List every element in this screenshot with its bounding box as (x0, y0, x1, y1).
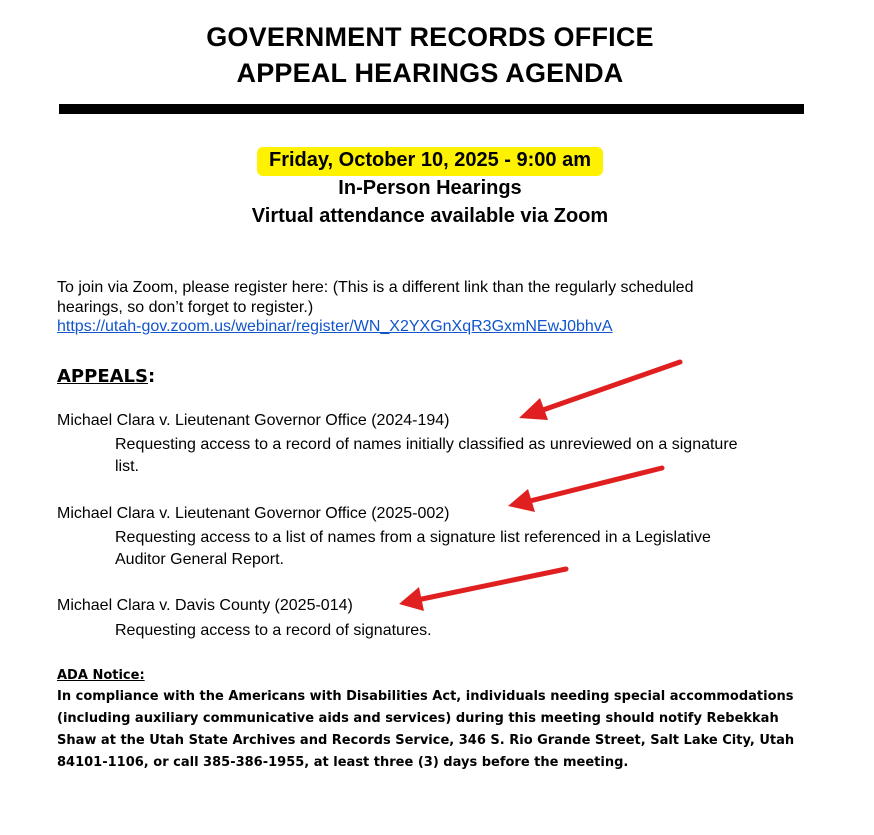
arrow-icon (399, 569, 566, 611)
zoom-instructions-line-2: hearings, so don’t forget to register.) (57, 299, 314, 316)
appeals-heading-text: APPEALS (57, 366, 148, 387)
case-title: Michael Clara v. Lieutenant Governor Office (2025-002) (57, 505, 450, 522)
ada-notice-line: In compliance with the Americans with Disabilities Act, individuals needing special accommodations (57, 689, 794, 704)
ada-notice-line: (including auxiliary communicative aids and services) during this meeting should notify Rebekkah (57, 711, 779, 726)
page-title-line-2: APPEAL HEARINGS AGENDA (236, 58, 624, 88)
ada-notice-line: Shaw at the Utah State Archives and Records Service, 346 S. Rio Grande Street, Salt Lake City, Utah (57, 733, 795, 748)
case-description-line: list. (115, 458, 139, 475)
zoom-instructions-line-1: To join via Zoom, please register here: (This is a different link than the regularly scheduled (57, 279, 694, 296)
ada-notice-body (57, 686, 857, 774)
meeting-format: In-Person Hearings (338, 177, 522, 199)
case-description-line: Requesting access to a list of names from a signature list referenced in a Legislative (115, 529, 711, 546)
page-title-line-1: GOVERNMENT RECORDS OFFICE (206, 22, 654, 52)
ada-notice-heading: ADA Notice: (57, 668, 145, 683)
case-title: Michael Clara v. Davis County (2025-014) (57, 597, 353, 614)
case-description-line: Requesting access to a record of names initially classified as unreviewed on a signature (115, 436, 738, 453)
case-description-line: Requesting access to a record of signatures. (115, 622, 432, 639)
case-title: Michael Clara v. Lieutenant Governor Office (2024-194) (57, 412, 450, 429)
meeting-date-time: Friday, October 10, 2025 - 9:00 am (257, 147, 603, 176)
appeals-heading-colon: : (147, 366, 156, 387)
zoom-registration-link[interactable]: https://utah-gov.zoom.us/webinar/register/WN_X2YXGnXqR3GxmNEwJ0bhvA (57, 318, 613, 335)
case-description-line: Auditor General Report. (115, 551, 284, 568)
arrow-icon (508, 468, 662, 512)
virtual-attendance-note: Virtual attendance available via Zoom (251, 205, 609, 227)
ada-notice-line: 84101-1106, or call 385-386-1955, at least three (3) days before the meeting. (57, 755, 629, 770)
arrow-icon (519, 362, 680, 420)
